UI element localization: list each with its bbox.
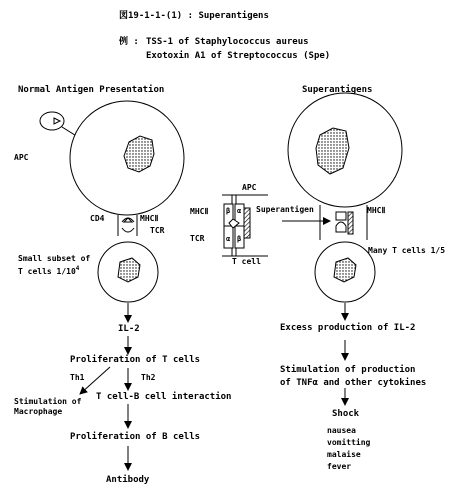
right-mhc-label: MHCⅡ (367, 206, 386, 215)
example-line-1: TSS-1 of Staphylococcus aureus (146, 37, 309, 47)
right-synapse (320, 205, 367, 240)
example-prefix: 例 : (119, 37, 139, 47)
left-il2-label: IL-2 (118, 324, 140, 334)
tcr-beta-label: β (237, 235, 242, 243)
small-subset-exponent: 4 (75, 265, 80, 272)
symptom-item: vomitting (327, 438, 371, 447)
left-synapse (118, 215, 137, 236)
mhc-beta-label: β (226, 207, 231, 215)
left-mhc-label: MHCⅡ (140, 214, 159, 223)
proliferation-b-label: Proliferation of B cells (70, 432, 201, 442)
middle-t-cell-label: T cell (232, 257, 261, 266)
superantigen-label: Superantigen (256, 205, 314, 214)
right-panel-title: Superantigens (302, 85, 373, 95)
left-apc-label: APC (14, 153, 29, 162)
antibody-label: Antibody (106, 475, 150, 485)
middle-mhc-label: MHCⅡ (190, 207, 209, 216)
excess-il2-label: Excess production of IL-2 (280, 323, 416, 333)
mhc-alpha-label: α (237, 207, 242, 215)
th1-label: Th1 (70, 373, 85, 382)
middle-apc-label: APC (242, 183, 257, 192)
example-line-2: Exotoxin A1 of Streptococcus (Spe) (146, 51, 331, 61)
arrow-th1 (80, 367, 110, 394)
tcr-alpha-label: α (226, 235, 231, 243)
figure-label: 図19-1-1-(1) : Superantigens (119, 11, 269, 21)
symptom-item: nausea (327, 426, 356, 435)
stim-production-line-1: Stimulation of production (280, 365, 416, 375)
symptom-item: malaise (327, 450, 361, 459)
proliferation-t-label: Proliferation of T cells (70, 355, 201, 365)
left-panel-title: Normal Antigen Presentation (18, 85, 165, 95)
cd4-label: CD4 (90, 214, 105, 223)
symptom-item: fever (327, 462, 352, 471)
tb-interaction-label: T cell-B cell interaction (96, 392, 232, 402)
small-subset-line-2: T cells $1/10^4$ (18, 265, 80, 276)
th2-label: Th2 (141, 373, 156, 382)
small-subset-line-1: Small subset of (18, 254, 91, 263)
stim-macro-line-1: Stimulation of (14, 397, 82, 406)
middle-tcr-label: TCR (190, 234, 205, 243)
stim-production-line-2: of TNFα and other cytokines (280, 378, 427, 388)
free-antigen (40, 112, 64, 130)
shock-label: Shock (332, 409, 360, 419)
many-t-cells-label: Many T cells 1/5 (368, 246, 446, 255)
left-tcr-label: TCR (150, 226, 165, 235)
stim-macro-line-2: Macrophage (14, 407, 63, 416)
